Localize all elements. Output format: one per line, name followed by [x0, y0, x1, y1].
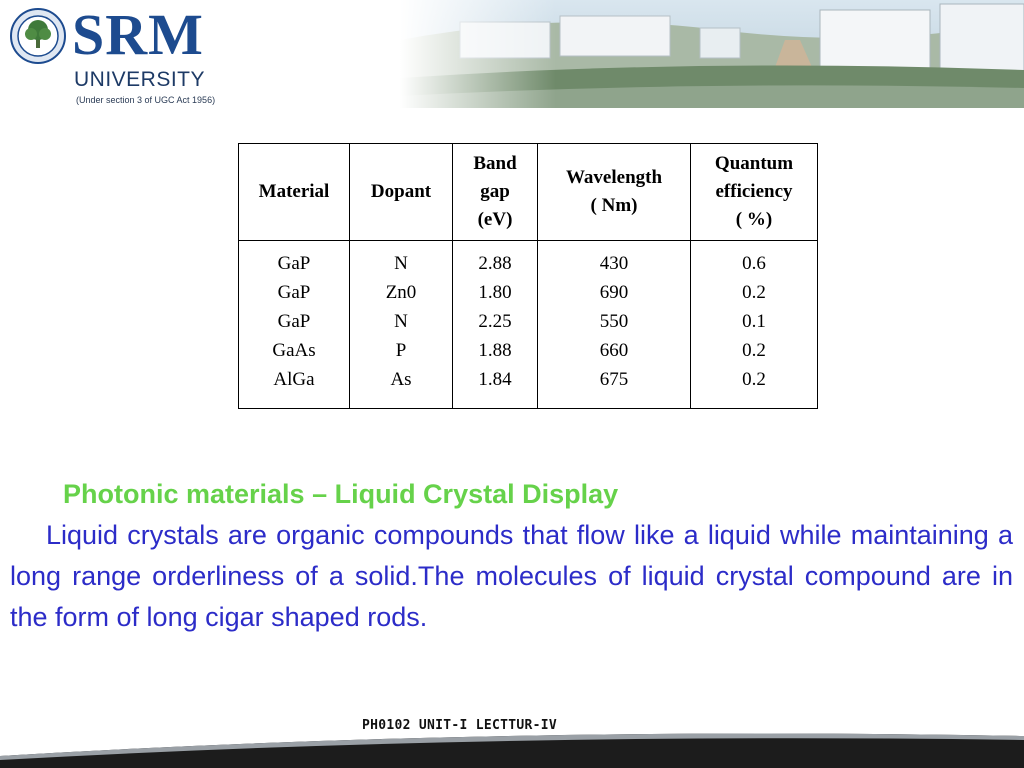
qe-value: 0.2 — [742, 340, 766, 361]
header-wavelength — [538, 144, 691, 241]
header-bandgap-line: (eV) — [477, 209, 513, 230]
bandgap-value: 2.25 — [478, 311, 512, 332]
bandgap-cell — [453, 241, 538, 409]
wavelength-value: 660 — [599, 340, 629, 361]
material-value: AlGa — [273, 369, 315, 390]
led-materials-table — [238, 143, 818, 409]
brand-logo-text: SRM — [72, 2, 204, 67]
body-paragraph: Liquid crystals are organic compounds that flow like a liquid while maintaining a long range orderliness of a solid.The molecules of liquid crystal compound are in the form of long cigar shaped rods. — [10, 520, 1013, 632]
qe-value: 0.2 — [742, 369, 766, 390]
qe-value: 0.1 — [742, 311, 766, 332]
material-value: GaP — [277, 311, 311, 332]
footer-lecture-label: PH0102 UNIT-I LECTTUR-IV — [362, 718, 558, 733]
wavelength-value: 675 — [599, 369, 629, 390]
header-quantum-efficiency — [691, 144, 818, 241]
header-qe-line: ( %) — [735, 209, 773, 230]
table-header-row — [239, 144, 818, 241]
bandgap-value: 1.80 — [478, 282, 512, 303]
bandgap-value: 1.84 — [478, 369, 512, 390]
dopant-value: As — [390, 369, 412, 390]
bandgap-value: 1.88 — [478, 340, 512, 361]
wavelength-value: 690 — [599, 282, 629, 303]
table-body-row — [239, 241, 818, 409]
material-cell — [239, 241, 350, 409]
quantum-efficiency-cell — [691, 241, 818, 409]
header-material: Material — [239, 144, 350, 241]
brand-university-text: UNIVERSITY — [74, 68, 206, 91]
bandgap-value: 2.88 — [478, 253, 512, 274]
section-title: Photonic materials – Liquid Crystal Display — [63, 479, 619, 509]
material-value: GaAs — [272, 340, 316, 361]
dopant-value: N — [394, 311, 408, 332]
qe-value: 0.2 — [742, 282, 766, 303]
slide-header — [0, 0, 1024, 115]
material-value: GaP — [277, 253, 311, 274]
dopant-value: P — [395, 340, 407, 361]
wavelength-cell — [538, 241, 691, 409]
header-wavelength-line: ( Nm) — [590, 195, 638, 216]
header-wavelength-line: Wavelength — [565, 167, 663, 188]
dopant-value: N — [394, 253, 408, 274]
header-bandgap — [453, 144, 538, 241]
wavelength-value: 550 — [599, 311, 629, 332]
qe-value: 0.6 — [742, 253, 766, 274]
dopant-value: Zn0 — [385, 282, 417, 303]
campus-banner-image — [400, 0, 1024, 108]
header-dopant: Dopant — [350, 144, 453, 241]
material-value: GaP — [277, 282, 311, 303]
dopant-cell — [350, 241, 453, 409]
header-bandgap-line: Band — [473, 153, 517, 174]
header-bandgap-line: gap — [480, 181, 510, 202]
university-seal-icon — [10, 8, 66, 64]
brand-note-text: (Under section 3 of UGC Act 1956) — [76, 95, 216, 105]
wavelength-value: 430 — [599, 253, 629, 274]
header-qe-line: Quantum — [714, 153, 794, 174]
header-qe-line: efficiency — [715, 181, 793, 202]
